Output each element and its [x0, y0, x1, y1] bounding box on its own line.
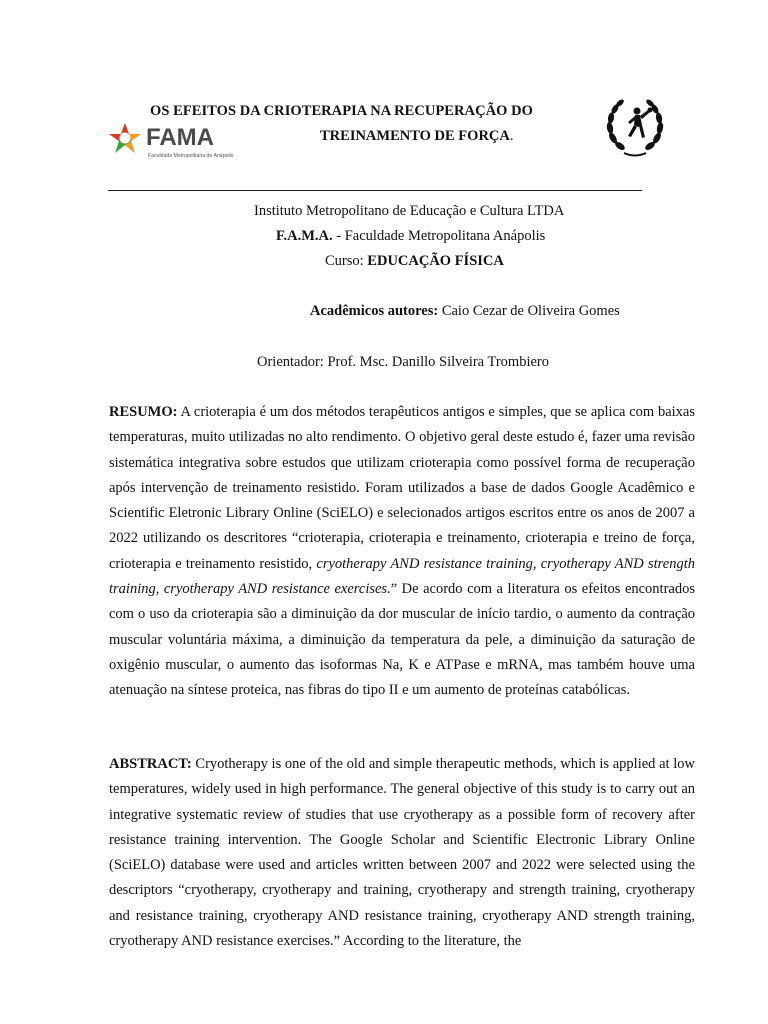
title-line-2-text: TREINAMENTO DE FORÇA	[320, 128, 510, 144]
resumo-label: RESUMO:	[109, 404, 178, 420]
abstract-paragraph	[109, 752, 695, 954]
abstract-label: ABSTRACT:	[109, 756, 192, 772]
institution-name: Instituto Metropolitano de Educação e Cultura LTDA	[254, 203, 565, 219]
authors-line	[310, 303, 620, 320]
authors-names: Caio Cezar de Oliveira Gomes	[438, 303, 620, 319]
course-label: Curso:	[325, 253, 368, 269]
title-line-1: OS EFEITOS DA CRIOTERAPIA NA RECUPERAÇÃO DO	[150, 103, 533, 119]
fama-logo	[108, 121, 243, 161]
header-divider	[108, 190, 642, 191]
logo-subtext: Faculdade Metropolitana de Anápolis	[148, 153, 234, 159]
fama-star-icon	[109, 123, 141, 153]
title-line-2	[320, 128, 513, 145]
resumo-text-1: A crioterapia é um dos métodos terapêuticos antigos e simples, que se aplica com baixas temperaturas, muito utilizadas no alto rendimento. O objetivo geral deste estudo é, fazer uma revisão sistemática integrativa sobre estudos que utilizam crioterapia como possível forma de recuperação após intervenção de treinamento resistido. Foram utilizados a base de dados Google Acadêmico e Scientific Eletronic Library Online (SciELO) e selecionados artigos escritos entre os anos de 2007 a 2022 utilizando os descritores “crioterapia, crioterapia e treinamento, crioterapia e treino de força, crioterapia e treinamento resistido,	[109, 404, 695, 572]
abstract-text: Cryotherapy is one of the old and simple therapeutic methods, which is applied at low temperatures, widely used in high performance. The general objective of this study is to carry out an integrative systematic review of studies that use cryotherapy as a possible form of recovery after resistance training intervention. The Google Scholar and Scientific Electronic Library Online (SciELO) database were used and articles written between 2007 and 2022 were selected using the descriptors “cryotherapy, cryotherapy and training, cryotherapy and strength training, cryotherapy and resistance training, cryotherapy AND resistance training, cryotherapy AND strength training, cryotherapy AND resistance exercises.” According to the literature, the	[109, 756, 695, 950]
resumo-paragraph	[109, 400, 695, 704]
logo-text: FAMA	[146, 124, 214, 151]
faculty-abbr: F.A.M.A.	[276, 228, 333, 244]
faculty-line	[276, 228, 545, 245]
authors-label: Acadêmicos autores:	[310, 303, 439, 319]
faculty-name: - Faculdade Metropolitana Anápolis	[332, 228, 546, 244]
course-name: EDUCAÇÃO FÍSICA	[367, 253, 504, 269]
title-period: .	[509, 128, 514, 144]
course-line	[325, 253, 504, 270]
resumo-text-italic: cryotherapy AND resistance training, cryotherapy AND strength training, cryotherapy AND resistance exercises.	[109, 555, 695, 598]
resumo-text-2: ” De acordo com a literatura os efeitos encontrados com o uso da crioterapia são a diminuição da dor muscular de início tardio, o aumento da contração muscular voluntária máxima, a diminuição da temperatura da pele, a diminuição da saturação de oxigênio muscular, o aumento das isoformas Na, K e ATPase e mRNA, mas também houve uma atenuação na síntese proteica, nas fibras do tipo II e um aumento de proteínas catabólicas.	[109, 581, 695, 699]
laurel-discobolus-icon	[604, 98, 666, 158]
advisor-line: Orientador: Prof. Msc. Danillo Silveira Trombiero	[257, 354, 549, 370]
